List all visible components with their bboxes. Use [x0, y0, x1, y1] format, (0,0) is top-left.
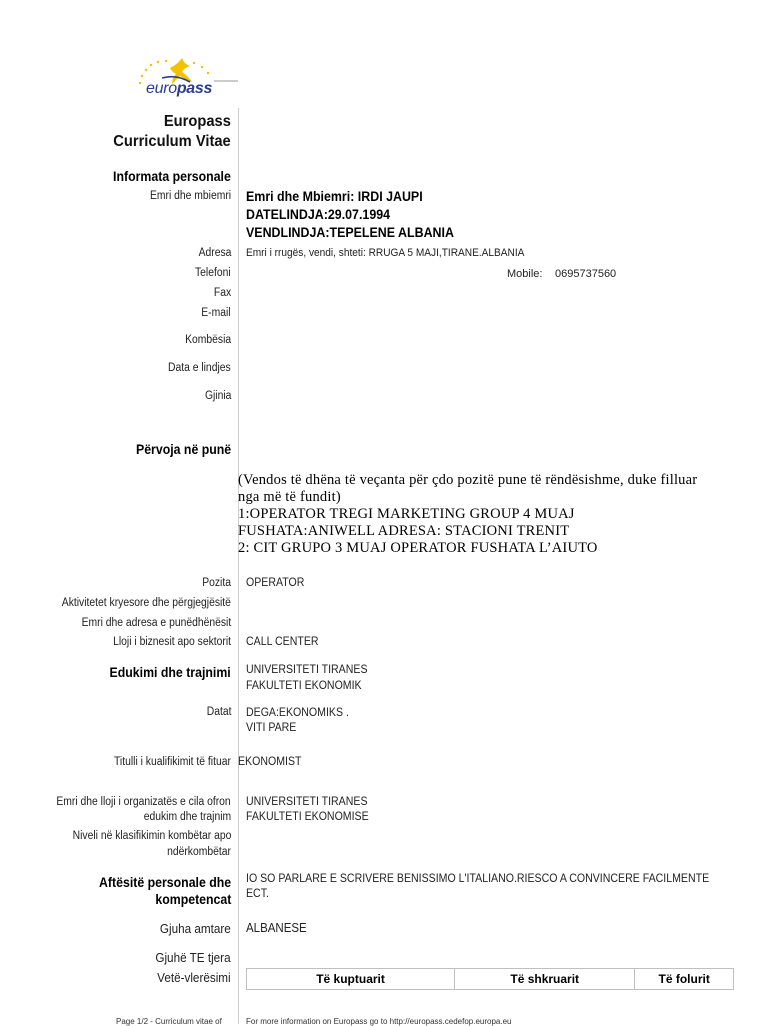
mobile-label: Mobile:: [507, 268, 543, 280]
table-row: [247, 969, 734, 990]
work-text-line4: FUSHATA:ANIWELL ADRESA: STACIONI TRENIT: [238, 523, 570, 539]
sector-label: Lloji i biznesit apo sektorit: [113, 636, 231, 648]
footer-right-link[interactable]: For more information on Europass go to http://europass.cedefop.europa.eu: [246, 1017, 512, 1026]
col-writing: Të shkruarit: [455, 969, 635, 990]
cv-title-line2: Curriculum Vitae: [113, 133, 231, 150]
fax-label: Fax: [213, 287, 231, 299]
mother-tongue-label: Gjuha amtare: [160, 921, 231, 936]
phone-label: Telefoni: [195, 267, 231, 279]
organization-label-1: Emri dhe lloji i organizatës e cila ofron: [56, 796, 231, 808]
level-label-2: ndërkombëtar: [167, 846, 231, 858]
section-work-experience: Përvoja në punë: [135, 441, 231, 457]
section-personal-info: Informata personale: [113, 168, 231, 184]
work-text-line5: 2: CIT GRUPO 3 MUAJ OPERATOR FUSHATA L’AIUTO: [238, 540, 598, 556]
organization-label-2: edukim dhe trajnim: [143, 811, 231, 823]
education-value-2: FAKULTETI EKONOMIK: [246, 680, 362, 692]
work-text-line1: (Vendos të dhëna të veçanta për çdo pozitë pune të rëndësishme, duke filluar: [238, 472, 698, 488]
column-divider: [238, 108, 239, 1024]
position-value: OPERATOR: [246, 577, 305, 589]
position-label: Pozita: [202, 577, 231, 589]
name-value-2: DATELINDJA:29.07.1994: [246, 207, 391, 222]
organization-value-2: FAKULTETI EKONOMISE: [246, 811, 369, 823]
logo-text-pass: pass: [176, 80, 213, 97]
col-understanding: Të kuptuarit: [247, 969, 455, 990]
skills-value-1: IO SO PARLARE E SCRIVERE BENISSIMO L'ITALIANO.RIESCO A CONVINCERE FACILMENTE: [246, 873, 710, 885]
col-speaking: Të folurit: [635, 969, 734, 990]
address-value: Emri i rrugës, vendi, shteti: RRUGA 5 MAJI,TIRANE.ALBANIA: [246, 247, 525, 259]
other-languages-label: Gjuhë TE tjera: [155, 950, 231, 965]
section-skills-line2: kompetencat: [155, 891, 231, 907]
level-label-1: Niveli në klasifikimin kombëtar apo: [72, 830, 231, 842]
name-value-3: VENDLINDJA:TEPELENE ALBANIA: [246, 225, 454, 240]
logo-text-euro: euro: [146, 80, 177, 97]
address-label: Adresa: [198, 247, 231, 259]
skills-value-2: ECT.: [246, 888, 269, 900]
dates-value-1: DEGA:EKONOMIKS .: [246, 707, 349, 719]
name-value-1: Emri dhe Mbiemri: IRDI JAUPI: [246, 189, 423, 204]
language-assessment-table: [246, 968, 734, 990]
name-label: Emri dhe mbiemri: [149, 190, 231, 202]
birthdate-label: Data e lindjes: [168, 362, 231, 374]
mother-tongue-value: ALBANESE: [246, 921, 307, 935]
gender-label: Gjinia: [204, 390, 231, 402]
work-text-line2: nga më të fundit): [238, 489, 341, 505]
nationality-label: Kombësia: [184, 334, 231, 346]
activities-label: Aktivitetet kryesore dhe përgjegjësitë: [61, 597, 231, 609]
section-skills-line1: Aftësitë personale dhe: [98, 874, 231, 890]
email-label: E-mail: [201, 307, 231, 319]
europass-logo: [132, 54, 240, 106]
section-education: Edukimi dhe trajnimi: [109, 664, 231, 680]
qualification-value: EKONOMIST: [238, 756, 302, 768]
dates-label: Datat: [206, 706, 231, 718]
education-value-1: UNIVERSITETI TIRANES: [246, 664, 368, 676]
self-assessment-label: Vetë-vlerësimi: [157, 970, 231, 985]
dates-value-2: VITI PARE: [246, 722, 297, 734]
work-text-line3: 1:OPERATOR TREGI MARKETING GROUP 4 MUAJ: [238, 506, 575, 522]
employer-label: Emri dhe adresa e punëdhënësit: [81, 617, 231, 629]
cv-title-line1: Europass: [163, 113, 231, 130]
sector-value: CALL CENTER: [246, 636, 319, 648]
footer-left: Page 1/2 - Curriculum vitae of: [116, 1017, 222, 1026]
mobile-value: 0695737560: [555, 268, 617, 280]
qualification-label: Titulli i kualifikimit të fituar: [114, 756, 231, 768]
organization-value-1: UNIVERSITETI TIRANES: [246, 796, 368, 808]
